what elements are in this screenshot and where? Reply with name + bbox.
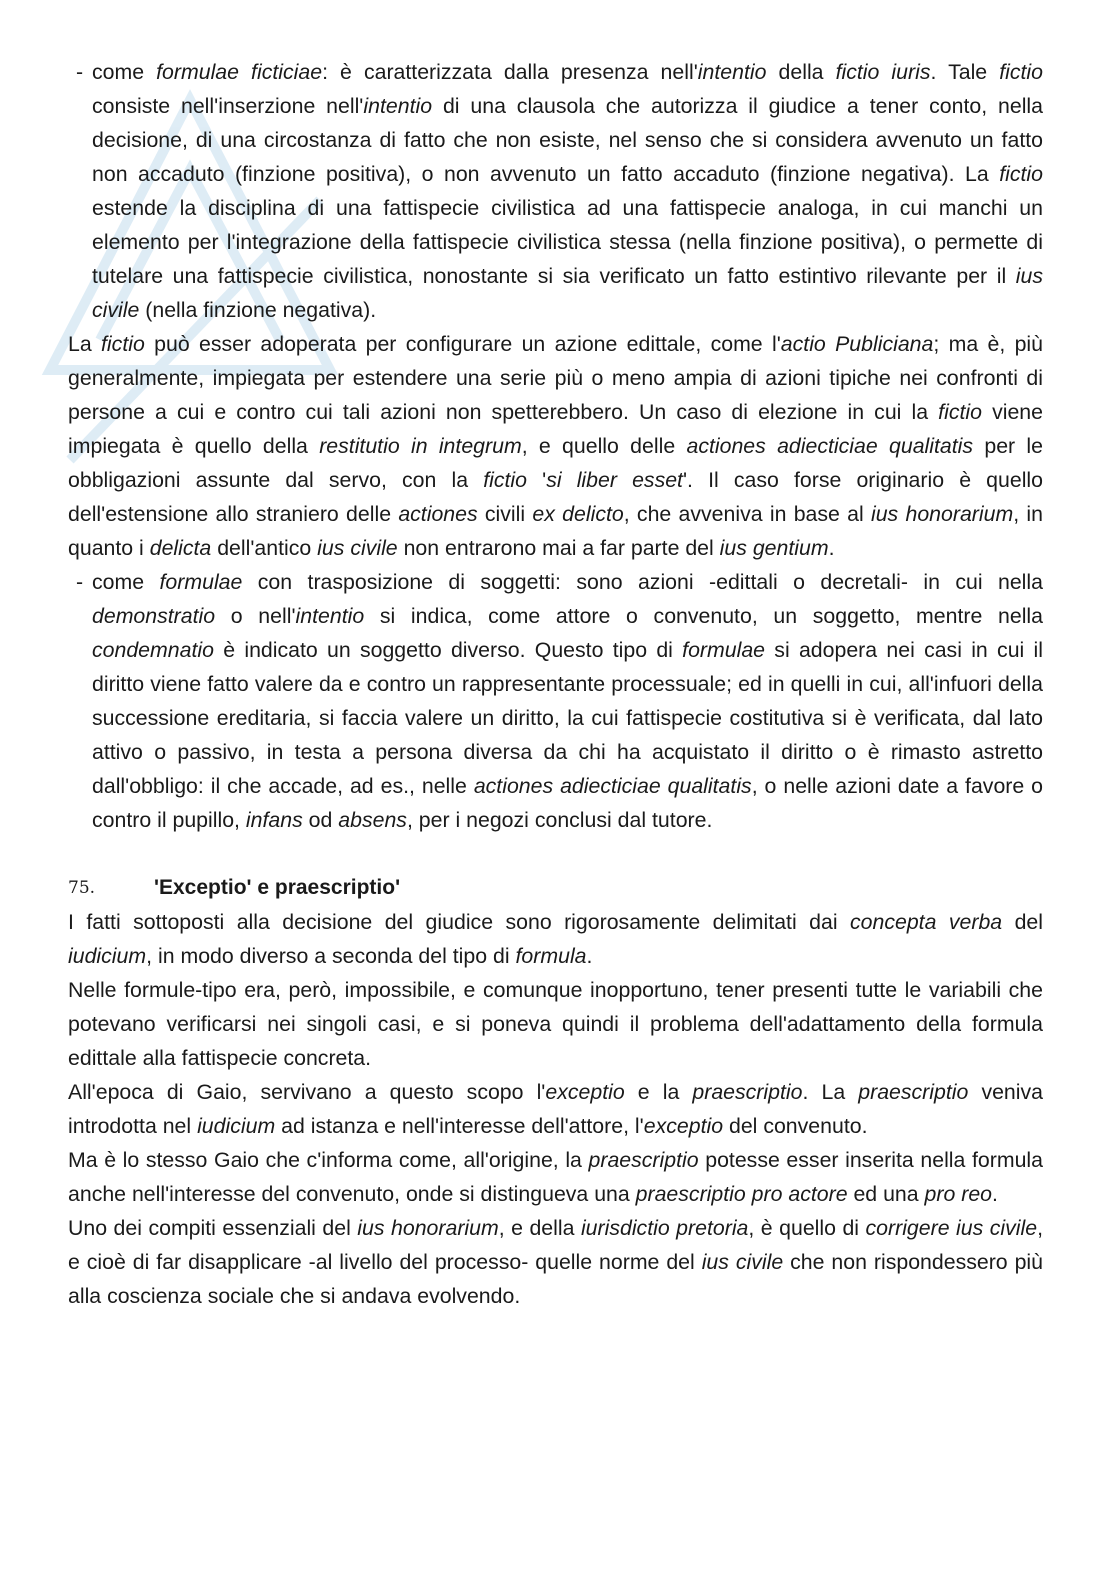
paragraph-text (68, 910, 1043, 968)
text-run: non entrarono mai a far parte del (397, 536, 720, 560)
text-run: , in modo diverso a seconda del tipo di (146, 944, 516, 968)
italic-term: ius honorarium (357, 1216, 499, 1240)
text-run: od (302, 808, 339, 832)
italic-term: si liber esset (546, 468, 683, 492)
text-run: Nelle formule-tipo era, però, impossibile, e comunque inopportuno, tener presenti tutte le variabili che potevano verificarsi nei singoli casi, e si poneva quindi il problema dell'adattamento della formula edittale alla fattispecie concreta. (68, 978, 1043, 1070)
text-run: e la (624, 1080, 693, 1104)
text-run: come (92, 60, 157, 84)
paragraph-text (68, 1080, 1043, 1138)
italic-term: formula (515, 944, 587, 968)
italic-term: ius honorarium (870, 502, 1014, 526)
text-run: della (766, 60, 836, 84)
document-body (68, 55, 1043, 1313)
text-run: si adopera nei casi in cui il diritto viene fatto valere da e contro un rappresentante processuale; ed in quelli in cui, all'infuori della successione ereditaria, si faccia valere un diritto, la cui fattispecie costitutiva si è verificata, dal lato attivo o passivo, in testa a persona diversa da chi ha acquistato il diritto o è rimasto astretto dall'obbligo: il che accade, ad es., nelle (92, 638, 1044, 798)
paragraph-text (68, 978, 1043, 1070)
text-run: . (828, 536, 835, 560)
text-run: potesse esser inserita nella formula anche nell'interesse del convenuto, onde si distingueva una (68, 1148, 1043, 1206)
italic-term: formulae (159, 570, 243, 594)
list-item-text (92, 570, 1043, 832)
text-run: '. Il caso forse originario è quello dell'estensione allo straniero delle (68, 468, 1044, 526)
list-item-formulae-ficticiae: - come formulae ficticiae: è caratterizzata dalla presenza nell'intentio della fictio iuris. Tale fictio consiste nell'inserzione nell'intentio di una clausola che autorizza il giudice a tener conto, nella decisione, di una circostanza di fatto che non esiste, nel senso che si considera avvenuto un fatto non accaduto (finzione positiva), o non avvenuto un fatto accaduto (finzione negativa). La fictio estende la disciplina di una fattispecie civilistica ad una fattispecie analoga, in cui manchi un elemento per l'integrazione della fattispecie civilistica stessa (nella finzione positiva), o permette di tutelare una fattispecie civilistica, nonostante si sia verificato un fatto estintivo rilevante per il ius civile (nella finzione negativa). (76, 60, 1043, 322)
paragraph (68, 973, 1043, 1075)
paragraph-fictio (68, 327, 1043, 565)
text-run: , che avveniva in base al (623, 502, 871, 526)
text-run: . La (802, 1080, 859, 1104)
text-run: . Tale (930, 60, 1000, 84)
text-run: viene impiegata è quello della (68, 400, 1043, 458)
text-run: , per i negozi conclusi dal tutore. (406, 808, 713, 832)
text-run: o nell' (215, 604, 296, 628)
italic-term: iurisdictio pretoria (580, 1216, 749, 1240)
text-run: All'epoca di Gaio, servivano a questo scopo l' (68, 1080, 546, 1104)
text-run: è indicato un soggetto diverso. Questo tipo di (213, 638, 683, 662)
italic-term: ius civile (701, 1250, 784, 1274)
italic-term: fictio (483, 468, 527, 492)
text-run: . (586, 944, 593, 968)
italic-term: actiones adiecticiae qualitatis (473, 774, 752, 798)
italic-term: demonstratio (92, 604, 216, 628)
text-run: veniva introdotta nel (68, 1080, 1044, 1138)
italic-term: intentio (295, 604, 365, 628)
text-run: . (992, 1182, 998, 1206)
text-run: , in quanto i (68, 502, 1043, 560)
text-run: , o nelle azioni date a favore o contro il pupillo, (92, 774, 1044, 832)
paragraph-text (68, 1216, 1043, 1308)
italic-term: absens (338, 808, 407, 832)
italic-term: fictio (101, 332, 145, 356)
italic-term: praescriptio (588, 1148, 699, 1172)
text-run: , e quello delle (521, 434, 687, 458)
italic-term: iudicium (197, 1114, 276, 1138)
text-run: Ma è lo stesso Gaio che c'informa come, all'origine, la (68, 1148, 589, 1172)
italic-term: pro reo (924, 1182, 993, 1206)
italic-term: exceptio (643, 1114, 724, 1138)
italic-term: praescriptio pro actore (635, 1182, 848, 1206)
text-run: I fatti sottoposti alla decisione del giudice sono rigorosamente delimitati dai (68, 910, 850, 934)
text-run: del (1002, 910, 1043, 934)
italic-term: iudicium (68, 944, 147, 968)
text-run: può esser adoperata per configurare un azione edittale, come l' (144, 332, 781, 356)
list-item-text (92, 60, 1043, 322)
text-run: che non rispondessero più alla coscienza sociale che si andava evolvendo. (68, 1250, 1044, 1308)
text-run: ' (526, 468, 547, 492)
italic-term: actiones (398, 502, 478, 526)
text-run: , e cioè di far disapplicare -al livello del processo- quelle norme del (68, 1216, 1043, 1274)
italic-term: infans (245, 808, 303, 832)
text-run: dell'antico (211, 536, 318, 560)
text-run: del convenuto. (723, 1114, 868, 1138)
paragraph (68, 1211, 1043, 1313)
text-run: , è quello di (748, 1216, 866, 1240)
section-title: 'Exceptio' e praescriptio' (154, 876, 401, 899)
italic-term: condemnatio (92, 638, 214, 662)
text-run: ed una (847, 1182, 925, 1206)
text-run: civili (477, 502, 533, 526)
italic-term: formulae ficticiae (156, 60, 323, 84)
section-number: 75. (68, 878, 96, 898)
italic-term: ius civile (92, 264, 1043, 322)
text-run: di una clausola che autorizza il giudice a tener conto, nella decisione, di una circostanza di fatto che non esiste, nel senso che si considera avvenuto un fatto non accaduto (finzione positiva), o non avvenuto un fatto accaduto (finzione negativa). La (92, 94, 1043, 186)
italic-term: delicta (149, 536, 212, 560)
italic-term: concepta verba (849, 910, 1003, 934)
text-run: Uno dei compiti essenziali del (68, 1216, 358, 1240)
italic-term: ius civile (317, 536, 398, 560)
italic-term: praescriptio (858, 1080, 969, 1104)
text-run: estende la disciplina di una fattispecie civilistica ad una fattispecie analoga, in cui manchi un elemento per l'integrazione della fattispecie civilistica stessa (nella finzione positiva), o permette di tutelare una fattispecie civilistica, nonostante si sia verificato un fatto estintivo rilevante per il (92, 196, 1043, 288)
italic-term: fictio iuris (835, 60, 931, 84)
text-run: ; ma è, più generalmente, impiegata per estendere una serie più o meno ampia di azioni tipiche nei confronti di persone a cui e contro cui tali azioni non spetterebbero. Un caso di elezione in cui la (68, 332, 1043, 424)
paragraph (68, 905, 1043, 973)
italic-term: intentio (697, 60, 767, 84)
italic-term: actiones adiecticiae qualitatis (686, 434, 974, 458)
text-run: ad istanza e nell'interesse dell'attore, l' (275, 1114, 644, 1138)
italic-term: exceptio (545, 1080, 625, 1104)
italic-term: corrigere ius civile (865, 1216, 1038, 1240)
text-run: (nella finzione negativa). (139, 298, 377, 322)
list-item-trasposizione: - come formulae con trasposizione di soggetti: sono azioni -edittali o decretali- in cui nella demonstratio o nell'intentio si indica, come attore o convenuto, un soggetto, mentre nella condemnatio è indicato un soggetto diverso. Questo tipo di formulae si adopera nei casi in cui il diritto viene fatto valere da e contro un rappresentante processuale; ed in quelli in cui, all'infuori della successione ereditaria, si faccia valere un diritto, la cui fattispecie costitutiva si è verificata, dal lato attivo o passivo, in testa a persona diversa da chi ha acquistato il diritto o è rimasto astretto dall'obbligo: il che accade, ad es., nelle actiones adiecticiae qualitatis, o nelle azioni date a favore o contro il pupillo, infans od absens, per i negozi conclusi dal tutore. (76, 570, 1044, 832)
italic-term: praescriptio (692, 1080, 803, 1104)
italic-term: intentio (363, 94, 433, 118)
italic-term: fictio (938, 400, 982, 424)
italic-term: ex delicto (532, 502, 624, 526)
paragraph-text (68, 1148, 1043, 1206)
paragraph (68, 1075, 1043, 1143)
text-run: con trasposizione di soggetti: sono azioni -edittali o decretali- in cui nella (242, 570, 1043, 594)
text-run: , e della (498, 1216, 581, 1240)
text-run: come (92, 570, 160, 594)
section-heading (68, 871, 1043, 905)
italic-term: fictio (999, 162, 1043, 186)
italic-term: fictio (999, 60, 1043, 84)
italic-term: ius gentium (719, 536, 829, 560)
paragraph-text (68, 332, 1043, 560)
italic-term: restitutio in integrum (319, 434, 522, 458)
italic-term: actio Publiciana (780, 332, 934, 356)
text-run: : è caratterizzata dalla presenza nell' (322, 60, 698, 84)
text-run: consiste nell'inserzione nell' (92, 94, 364, 118)
paragraph (68, 1143, 1043, 1211)
text-run: si indica, come attore o convenuto, un soggetto, mentre nella (364, 604, 1043, 628)
italic-term: formulae (682, 638, 766, 662)
text-run: La (68, 332, 102, 356)
text-run: per le obbligazioni assunte dal servo, con la (68, 434, 1043, 492)
